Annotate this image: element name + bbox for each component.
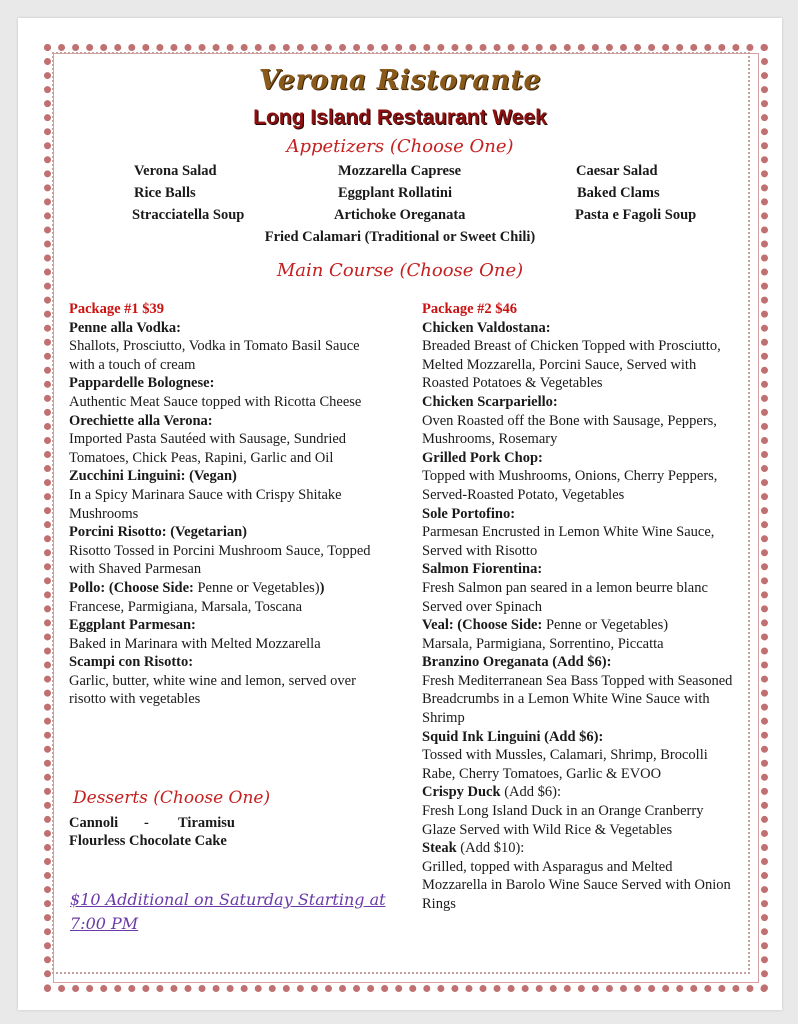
dish-description: Francese, Parmigiana, Marsala, Toscana — [69, 598, 303, 615]
dish-name: Porcini Risotto: (Vegetarian) — [69, 524, 247, 541]
dish-name: Pollo: (Choose Side: — [69, 579, 194, 596]
package-2-label: Package #2 $46 — [422, 301, 518, 317]
dessert-item: Flourless Chocolate Cake — [69, 833, 227, 849]
dish-description: Authentic Meat Sauce topped with Ricotta Cheese — [69, 393, 362, 410]
appetizer-item: Stracciatella Soup — [132, 207, 245, 223]
dish-description: Shallots, Prosciutto, Vodka in Tomato Basil Sauce with a touch of cream — [69, 338, 360, 373]
dish-description: Grilled, topped with Asparagus and Melted Mozzarella in Barolo Wine Sauce Served with Onion Rings — [422, 858, 731, 912]
dish-description: Fresh Salmon pan seared in a lemon beurre blanc Served over Spinach — [422, 579, 708, 615]
dish-description: In a Spicy Marinara Sauce with Crispy Shitake Mushrooms — [69, 486, 342, 522]
package-1-column — [69, 300, 379, 709]
dish-name: Branzino Oreganata — [422, 654, 549, 671]
dish-name-tail: Penne or Vegetables) — [542, 617, 669, 634]
package-1-label: Package #1 $39 — [69, 301, 165, 317]
dish-name: Orechiette alla Verona: — [69, 412, 213, 429]
package-2-column — [422, 300, 740, 914]
dish-description: Imported Pasta Sautéed with Sausage, Sundried Tomatoes, Chick Peas, Rapini, Garlic and Oil — [69, 431, 347, 466]
appetizer-item: Caesar Salad — [576, 163, 658, 179]
dish-name: Crispy Duck — [422, 784, 501, 801]
menu-page — [18, 18, 782, 1010]
appetizer-item: Rice Balls — [134, 185, 196, 201]
dish-name-tail: (Add $10): — [456, 840, 525, 857]
restaurant-name: Verona Ristorante — [258, 65, 542, 96]
appetizer-item: Mozzarella Caprese — [338, 163, 462, 179]
dish-name: Pappardelle Bolognese: — [69, 375, 215, 392]
dish-name: Scampi con Risotto: — [69, 654, 194, 671]
appetizer-item: Pasta e Fagoli Soup — [575, 207, 697, 223]
dish-name-row — [422, 616, 740, 635]
dish-name-row — [422, 653, 740, 672]
dish-name: Veal: (Choose Side: — [422, 617, 543, 634]
saturday-surcharge-note: $10 Additional on Saturday Starting at 7:00 PM — [70, 890, 386, 933]
dish-name: Steak — [422, 840, 457, 857]
appetizer-item: Eggplant Rollatini — [338, 185, 453, 201]
appetizers-heading: Appetizers (Choose One) — [286, 136, 514, 157]
appetizer-item: Baked Clams — [577, 185, 660, 201]
dish-name-row — [422, 783, 740, 802]
dish-description: Breaded Breast of Chicken Topped with Prosciutto, Melted Mozzarella, Porcini Sauce, Served with Roasted Potatoes & Vegetables — [422, 338, 721, 392]
dish-name-row — [422, 839, 740, 858]
dish-name-tail: Penne or Vegetables) — [193, 579, 320, 596]
appetizer-item: Artichoke Oreganata — [334, 207, 466, 223]
dish-name: Salmon Fiorentina: — [422, 561, 543, 578]
dish-description: Risotto Tossed in Porcini Mushroom Sauce, Topped with Shaved Parmesan — [69, 542, 371, 578]
dish-description: Garlic, butter, white wine and lemon, served over risotto with vegetables — [69, 672, 356, 708]
dish-name: Zucchini Linguini: (Vegan) — [69, 468, 237, 485]
dish-name-tail: (Add $6): — [548, 654, 612, 671]
desserts-heading: Desserts (Choose One) — [73, 788, 271, 808]
dish-name: Chicken Valdostana: — [422, 319, 551, 336]
dish-description: Fresh Mediterranean Sea Bass Topped with Seasoned Breadcrumbs in a Lemon White Wine Sauce with Shrimp — [422, 672, 733, 727]
dish-description: Marsala, Parmigiana, Sorrentino, Piccatta — [422, 635, 664, 652]
event-title: Long Island Restaurant Week — [253, 106, 547, 129]
dish-description: Baked in Marinara with Melted Mozzarella — [69, 635, 321, 652]
dish-name: Grilled Pork Chop: — [422, 449, 543, 466]
main-course-heading: Main Course (Choose One) — [276, 260, 524, 281]
dish-name-row: Pollo: (Choose Side: Penne or Vegetables)) — [69, 579, 325, 596]
dish-name: Sole Portofino: — [422, 505, 516, 522]
appetizer-item: Verona Salad — [134, 163, 217, 179]
dish-description: Fresh Long Island Duck in an Orange Cranberry Glaze Served with Wild Rice & Vegetables — [422, 803, 704, 838]
dish-name-tail: (Add $6): — [500, 784, 561, 801]
dish-name: Penne alla Vodka: — [69, 319, 181, 336]
appetizer-item: Fried Calamari (Traditional or Sweet Chili) — [264, 229, 536, 245]
dessert-item: Tiramisu — [178, 815, 235, 831]
dessert-separator: - — [144, 815, 149, 831]
dish-description: Oven Roasted off the Bone with Sausage, Peppers, Mushrooms, Rosemary — [422, 412, 717, 448]
dessert-item: Cannoli — [69, 815, 119, 831]
dish-description: Topped with Mushrooms, Onions, Cherry Peppers, Served-Roasted Potato, Vegetables — [422, 468, 718, 503]
dish-name: Squid Ink Linguini (Add $6): — [422, 728, 604, 745]
dish-description: Parmesan Encrusted in Lemon White Wine Sauce, Served with Risotto — [422, 524, 715, 559]
dish-description: Tossed with Mussles, Calamari, Shrimp, Brocolli Rabe, Cherry Tomatoes, Garlic & EVOO — [422, 747, 708, 782]
dish-name: Chicken Scarpariello: — [422, 393, 558, 410]
dish-name: Eggplant Parmesan: — [69, 617, 196, 634]
